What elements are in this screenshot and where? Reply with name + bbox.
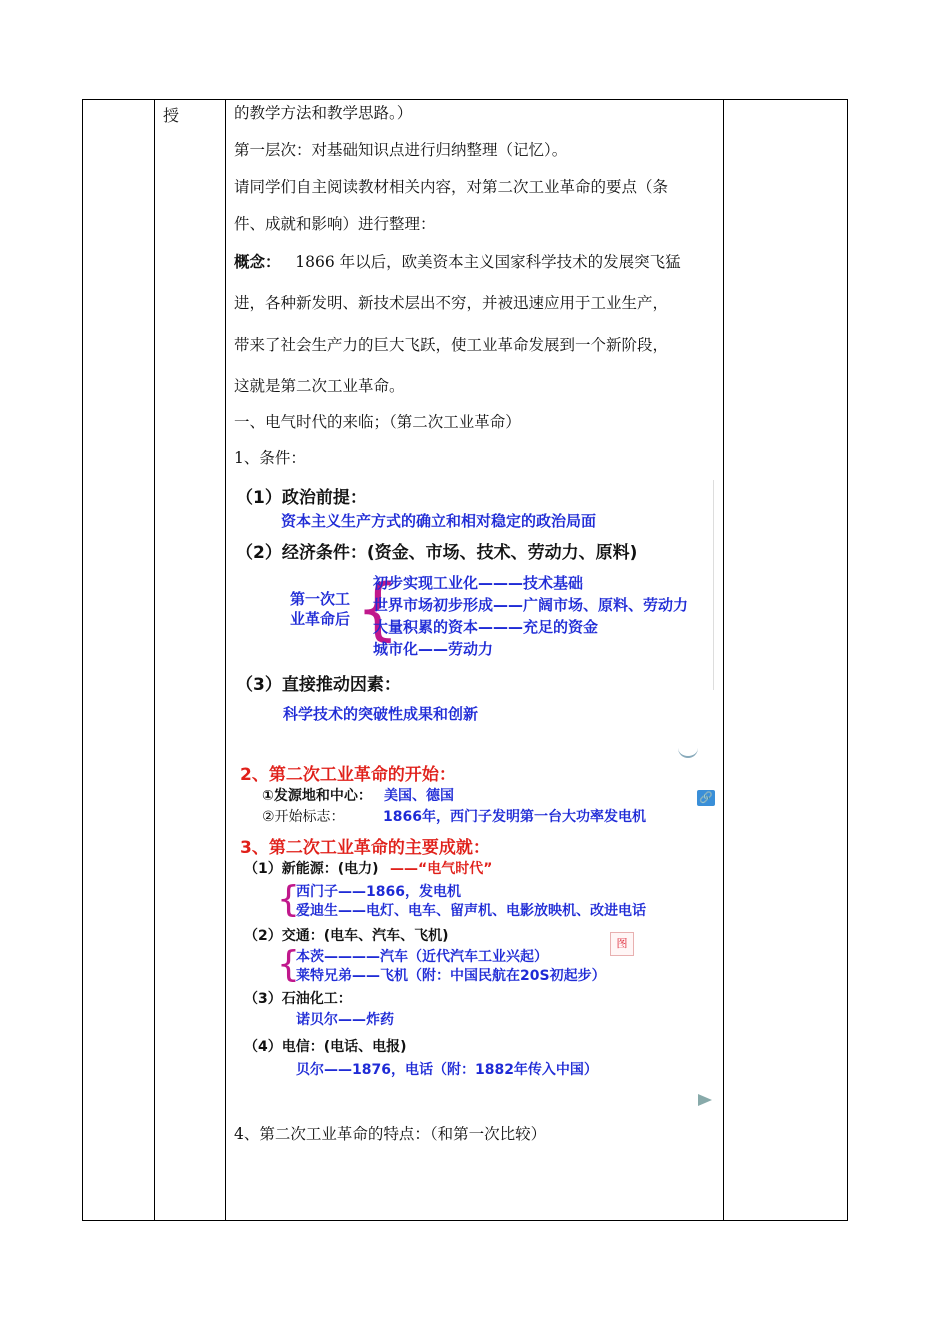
brace-icon: { [356, 570, 400, 649]
link-icon: 🔗 [697, 790, 715, 806]
list-item: 莱特兄弟——飞机（附：中国民航在20S初起步） [296, 968, 606, 984]
slide-heading: （1）政治前提： [236, 488, 367, 508]
telecom-label: （4）电信：(电话、电报) [244, 1039, 407, 1055]
slide-heading: （3）直接推动因素： [236, 675, 401, 695]
list-item: 城市化——劳动力 [373, 640, 494, 658]
paragraph: 带来了社会生产力的巨大飞跃，使工业革命发展到一个新阶段， [234, 336, 669, 354]
column-divider [154, 100, 155, 1220]
start-label: ②开始标志： [262, 809, 345, 825]
origin-label: ①发源地和中心： [262, 788, 372, 804]
chem-label: （3）石油化工： [244, 991, 352, 1007]
image-icon: 图 [610, 932, 634, 956]
list-item: 爱迪生——电灯、电车、留声机、电影放映机、改进电话 [296, 903, 646, 919]
brace-icon: { [277, 879, 300, 920]
slide-edge [713, 480, 714, 690]
subsection-heading: 4、第二次工业革命的特点：（和第一次比较） [234, 1125, 547, 1143]
list-item: 世界市场初步形成——广阔市场、原料、劳动力 [373, 596, 689, 614]
slide-title: 2、第二次工业革命的开始： [240, 765, 456, 785]
list-item: 贝尔——1876，电话（附：1882年传入中国） [296, 1062, 598, 1078]
concept-paragraph [234, 252, 718, 272]
list-item: 诺贝尔——炸药 [296, 1012, 394, 1028]
paragraph: 进，各种新发明、新技术层出不穷，并被迅速应用于工业生产， [234, 294, 669, 312]
energy-label: （1）新能源：(电力) [244, 861, 379, 877]
start-value: 1866年，西门子发明第一台大功率发电机 [383, 809, 646, 825]
slide-text: 资本主义生产方式的确立和相对稳定的政治局面 [281, 512, 597, 530]
group-label: 第一次工 [290, 590, 351, 608]
energy-tag: ——“电气时代” [390, 861, 493, 877]
origin-value: 美国、德国 [384, 788, 454, 804]
paragraph: 这就是第二次工业革命。 [234, 377, 405, 395]
paragraph: 第一层次：对基础知识点进行归纳整理（记忆）。 [234, 141, 568, 159]
brace-icon: { [277, 944, 300, 985]
concept-text: 1866 年以后，欧美资本主义国家科学技术的发展突飞猛 [295, 253, 681, 271]
side-label: 授 [163, 106, 180, 125]
slide-heading: （2）经济条件：(资金、市场、技术、劳动力、原料) [236, 543, 638, 563]
transport-label: （2）交通：(电车、汽车、飞机) [244, 928, 449, 944]
list-item: 初步实现工业化———技术基础 [373, 574, 584, 592]
arrow-icon [698, 1094, 712, 1106]
slide-text: 科学技术的突破性成果和创新 [283, 705, 479, 723]
paragraph: 件、成就和影响）进行整理： [234, 215, 436, 233]
list-item: 本茨————汽车（近代汽车工业兴起） [296, 949, 548, 965]
column-divider [225, 100, 226, 1220]
subsection-heading: 1、条件： [234, 449, 306, 467]
slide-title: 3、第二次工业革命的主要成就： [240, 838, 490, 858]
column-divider [723, 100, 724, 1220]
group-label: 业革命后 [290, 610, 351, 628]
section-heading: 一、电气时代的来临；（第二次工业革命） [234, 413, 521, 431]
list-item: 西门子——1866，发电机 [296, 884, 461, 900]
paragraph: 请同学们自主阅读教材相关内容，对第二次工业革命的要点（条 [234, 178, 669, 196]
list-item: 大量积累的资本———充足的资金 [373, 618, 599, 636]
paragraph: 的教学方法和教学思路。） [234, 104, 413, 122]
concept-label: 概念： [234, 252, 281, 271]
